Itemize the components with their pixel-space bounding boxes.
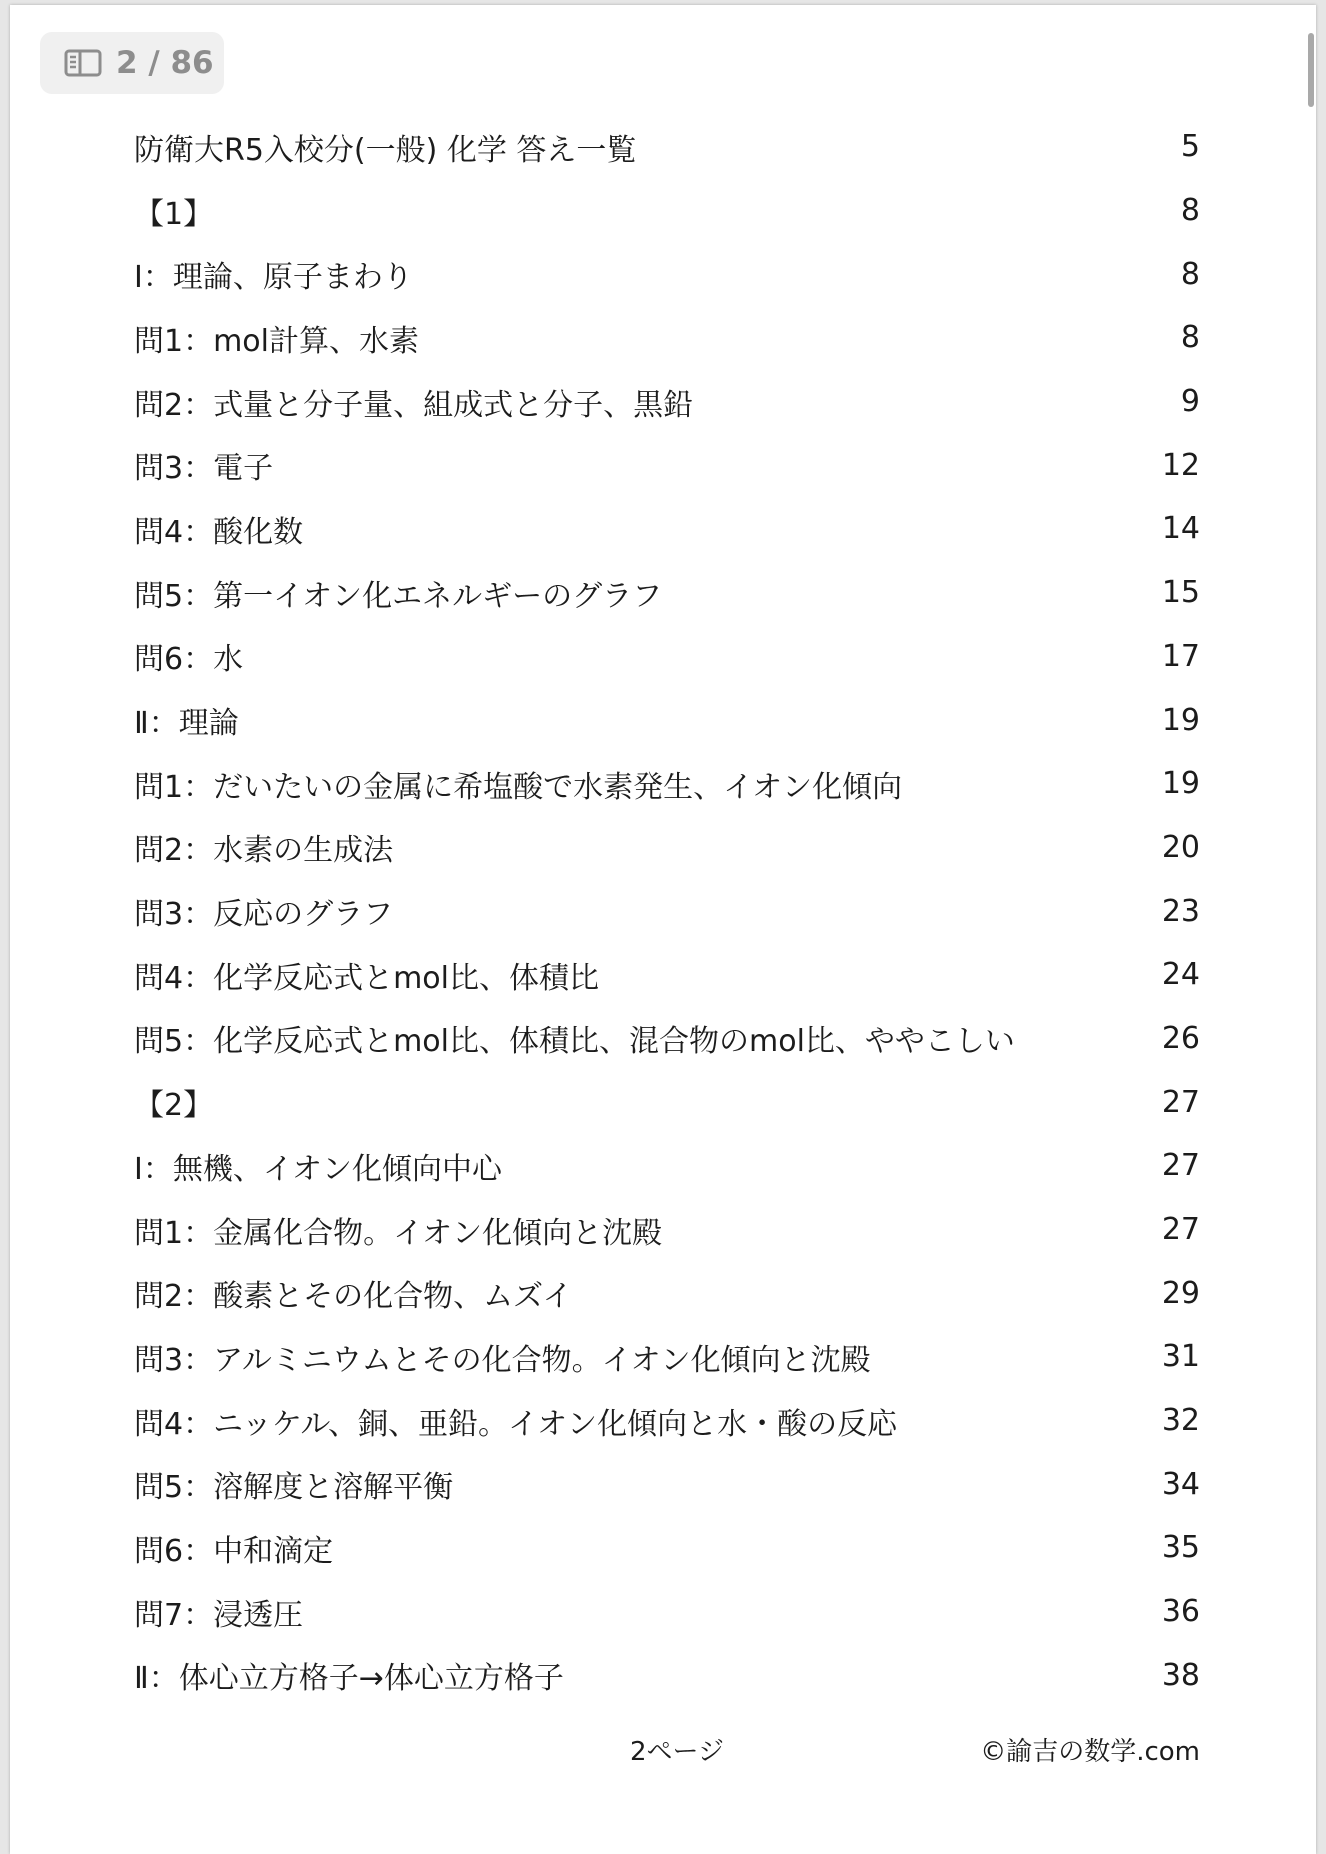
toc-entry[interactable] <box>134 1007 1200 1071</box>
toc-entry-label: 問2：式量と分子量、組成式と分子、黒鉛 <box>134 387 694 423</box>
toc-entry-page: 19 <box>1161 766 1200 802</box>
toc-entry[interactable] <box>134 1644 1200 1708</box>
toc-entry[interactable] <box>134 370 1200 434</box>
toc-entry[interactable] <box>134 242 1200 306</box>
toc-entry[interactable] <box>134 1134 1200 1198</box>
toc-entry-page: 8 <box>1180 193 1200 229</box>
toc-entry-label: 問5：化学反応式とmol比、体積比、混合物のmol比、ややこしい <box>134 1024 1015 1060</box>
toc-entry-label: 問1：mol計算、水素 <box>134 323 419 359</box>
toc-entry[interactable] <box>134 1261 1200 1325</box>
toc-entry-page: 31 <box>1161 1339 1200 1375</box>
toc-entry[interactable] <box>134 1198 1200 1262</box>
scrollbar-thumb[interactable] <box>1308 33 1314 107</box>
toc-entry-label: Ⅱ：理論 <box>134 706 239 742</box>
toc-entry[interactable] <box>134 1389 1200 1453</box>
toc-entry-label: 問7：浸透圧 <box>134 1597 304 1633</box>
toc-entry-page: 32 <box>1161 1403 1200 1439</box>
toc-entry-label: 問3：反応のグラフ <box>134 897 394 933</box>
copyright-notice: ©諭吉の数学.com <box>980 1737 1200 1767</box>
toc-entry[interactable] <box>134 1070 1200 1134</box>
toc-entry-label: Ⅱ：体心立方格子→体心立方格子 <box>134 1661 564 1697</box>
toc-entry-page: 20 <box>1161 829 1200 865</box>
toc-entry-label: Ⅰ：無機、イオン化傾向中心 <box>134 1151 502 1187</box>
page-footer <box>134 1731 1200 1771</box>
toc-entry[interactable] <box>134 1580 1200 1644</box>
toc-entry[interactable] <box>134 943 1200 1007</box>
page-number-label: 2ページ <box>630 1737 725 1767</box>
toc-entry-page: 29 <box>1161 1275 1200 1311</box>
toc-entry-page: 35 <box>1161 1530 1200 1566</box>
toc-entry-label: 問6：水 <box>134 642 244 678</box>
toc-entry[interactable] <box>134 688 1200 752</box>
toc-entry-page: 12 <box>1161 447 1200 483</box>
toc-entry-page: 27 <box>1161 1084 1200 1120</box>
toc-entry-page: 36 <box>1161 1594 1200 1630</box>
toc-entry-label: 問3：電子 <box>134 451 274 487</box>
toc-entry-label: 問5：溶解度と溶解平衡 <box>134 1470 454 1506</box>
toc-entry-page: 9 <box>1180 384 1200 420</box>
toc-entry-page: 14 <box>1161 511 1200 547</box>
toc-entry-page: 8 <box>1180 320 1200 356</box>
toc-entry-label: 問1：金属化合物。イオン化傾向と沈殿 <box>134 1215 663 1251</box>
toc-entry[interactable] <box>134 752 1200 816</box>
toc-entry[interactable] <box>134 1452 1200 1516</box>
toc-entry[interactable] <box>134 306 1200 370</box>
toc-entry-label: 問5：第一イオン化エネルギーのグラフ <box>134 578 663 614</box>
toc-entry[interactable] <box>134 1325 1200 1389</box>
sidebar-toggle-icon <box>64 49 102 77</box>
toc-entry-page: 27 <box>1161 1148 1200 1184</box>
toc-entry[interactable] <box>134 433 1200 497</box>
table-of-contents <box>134 115 1200 1707</box>
document-page <box>10 5 1316 1854</box>
toc-entry-label: Ⅰ：理論、原子まわり <box>134 260 413 296</box>
toc-entry[interactable] <box>134 115 1200 179</box>
toc-entry[interactable] <box>134 1516 1200 1580</box>
page-counter-button[interactable] <box>40 32 224 94</box>
toc-entry-page: 17 <box>1161 638 1200 674</box>
toc-entry[interactable] <box>134 561 1200 625</box>
toc-entry-page: 26 <box>1161 1020 1200 1056</box>
toc-entry[interactable] <box>134 625 1200 689</box>
toc-entry-page: 27 <box>1161 1212 1200 1248</box>
toc-entry-label: 問3：アルミニウムとその化合物。イオン化傾向と沈殿 <box>134 1342 871 1378</box>
toc-entry-label: 問4：ニッケル、銅、亜鉛。イオン化傾向と水・酸の反応 <box>134 1406 898 1442</box>
toc-entry-page: 19 <box>1161 702 1200 738</box>
toc-entry[interactable] <box>134 179 1200 243</box>
toc-entry-label: 問6：中和滴定 <box>134 1533 334 1569</box>
toc-entry-page: 24 <box>1161 957 1200 993</box>
toc-entry-label: 問2：酸素とその化合物、ムズイ <box>134 1279 573 1315</box>
toc-entry[interactable] <box>134 879 1200 943</box>
toc-entry-page: 8 <box>1180 256 1200 292</box>
toc-entry[interactable] <box>134 497 1200 561</box>
page-counter-text: 2 / 86 <box>116 45 214 81</box>
toc-entry-label: 【1】 <box>134 196 214 232</box>
toc-entry-page: 15 <box>1161 575 1200 611</box>
toc-entry-page: 38 <box>1161 1657 1200 1693</box>
toc-entry-label: 【2】 <box>134 1088 214 1124</box>
toc-entry-label: 問1：だいたいの金属に希塩酸で水素発生、イオン化傾向 <box>134 769 903 805</box>
toc-entry-page: 5 <box>1180 129 1200 165</box>
toc-entry-page: 23 <box>1161 893 1200 929</box>
toc-entry-page: 34 <box>1161 1466 1200 1502</box>
toc-entry-label: 問4：化学反応式とmol比、体積比 <box>134 960 599 996</box>
toc-entry-label: 問4：酸化数 <box>134 514 304 550</box>
toc-entry-label: 問2：水素の生成法 <box>134 833 394 869</box>
toc-entry[interactable] <box>134 816 1200 880</box>
toc-entry-label: 防衛大R5入校分(一般) 化学 答え一覧 <box>134 132 637 168</box>
